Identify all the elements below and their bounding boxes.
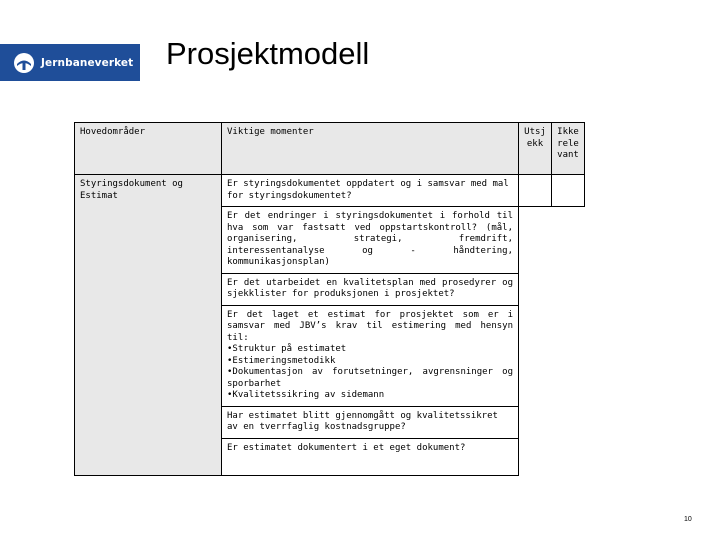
jernbaneverket-logo-icon <box>13 52 35 74</box>
header-hovedomrader: Hovedområder <box>75 123 222 175</box>
jernbaneverket-logo <box>0 44 140 81</box>
estimate-row <box>222 305 519 406</box>
empty-area <box>519 207 585 476</box>
bullet-item: •Struktur på estimatet <box>227 344 347 354</box>
row-text: Er det endringer i styringsdokumentet i forhold til hva som var fastsatt ved oppstartskontroll? (mål, organisering, strategi, fremdrift, interessentanalyse og - håndtering, kommunikasjonsplan) <box>222 207 519 274</box>
page-number: 10 <box>684 516 692 523</box>
table-row <box>75 175 585 207</box>
checklist-table <box>74 122 585 476</box>
row-text: Er det utarbeidet en kvalitetsplan med prosedyrer og sjekklister for produksjonen i prosjektet? <box>222 273 519 305</box>
logo-text: Jernbaneverket <box>41 56 134 69</box>
header-ikke-relevant: Ikke rele vant <box>552 123 585 175</box>
page-title: Prosjektmodell <box>166 36 370 71</box>
section-cell: Styringsdokument og Estimat <box>75 175 222 476</box>
utsjekk-cell[interactable] <box>519 175 552 207</box>
bullet-item: •Estimeringsmetodikk <box>227 355 336 366</box>
bullet-item: •Dokumentasjon av forutsetninger, avgrensninger og sporbarhet <box>227 367 513 389</box>
table-header-row <box>75 123 585 175</box>
header-utsjekk: Utsj ekk <box>519 123 552 175</box>
row-text: Har estimatet blitt gjennomgått og kvalitetssikret av en tverrfaglig kostnadsgruppe? <box>222 406 519 438</box>
header-viktige-momenter: Viktige momenter <box>222 123 519 175</box>
row-text: Er estimatet dokumentert i et eget dokument? <box>222 438 519 475</box>
bullet-item: •Kvalitetssikring av sidemann <box>227 390 385 400</box>
row-text: Er det laget et estimat for prosjektet som er i samsvar med JBV’s krav til estimering med hensyn til: <box>227 309 513 343</box>
row-text: Er styringsdokumentet oppdatert og i samsvar med mal for styringsdokumentet? <box>222 175 519 207</box>
ikke-relevant-cell[interactable] <box>552 175 585 207</box>
